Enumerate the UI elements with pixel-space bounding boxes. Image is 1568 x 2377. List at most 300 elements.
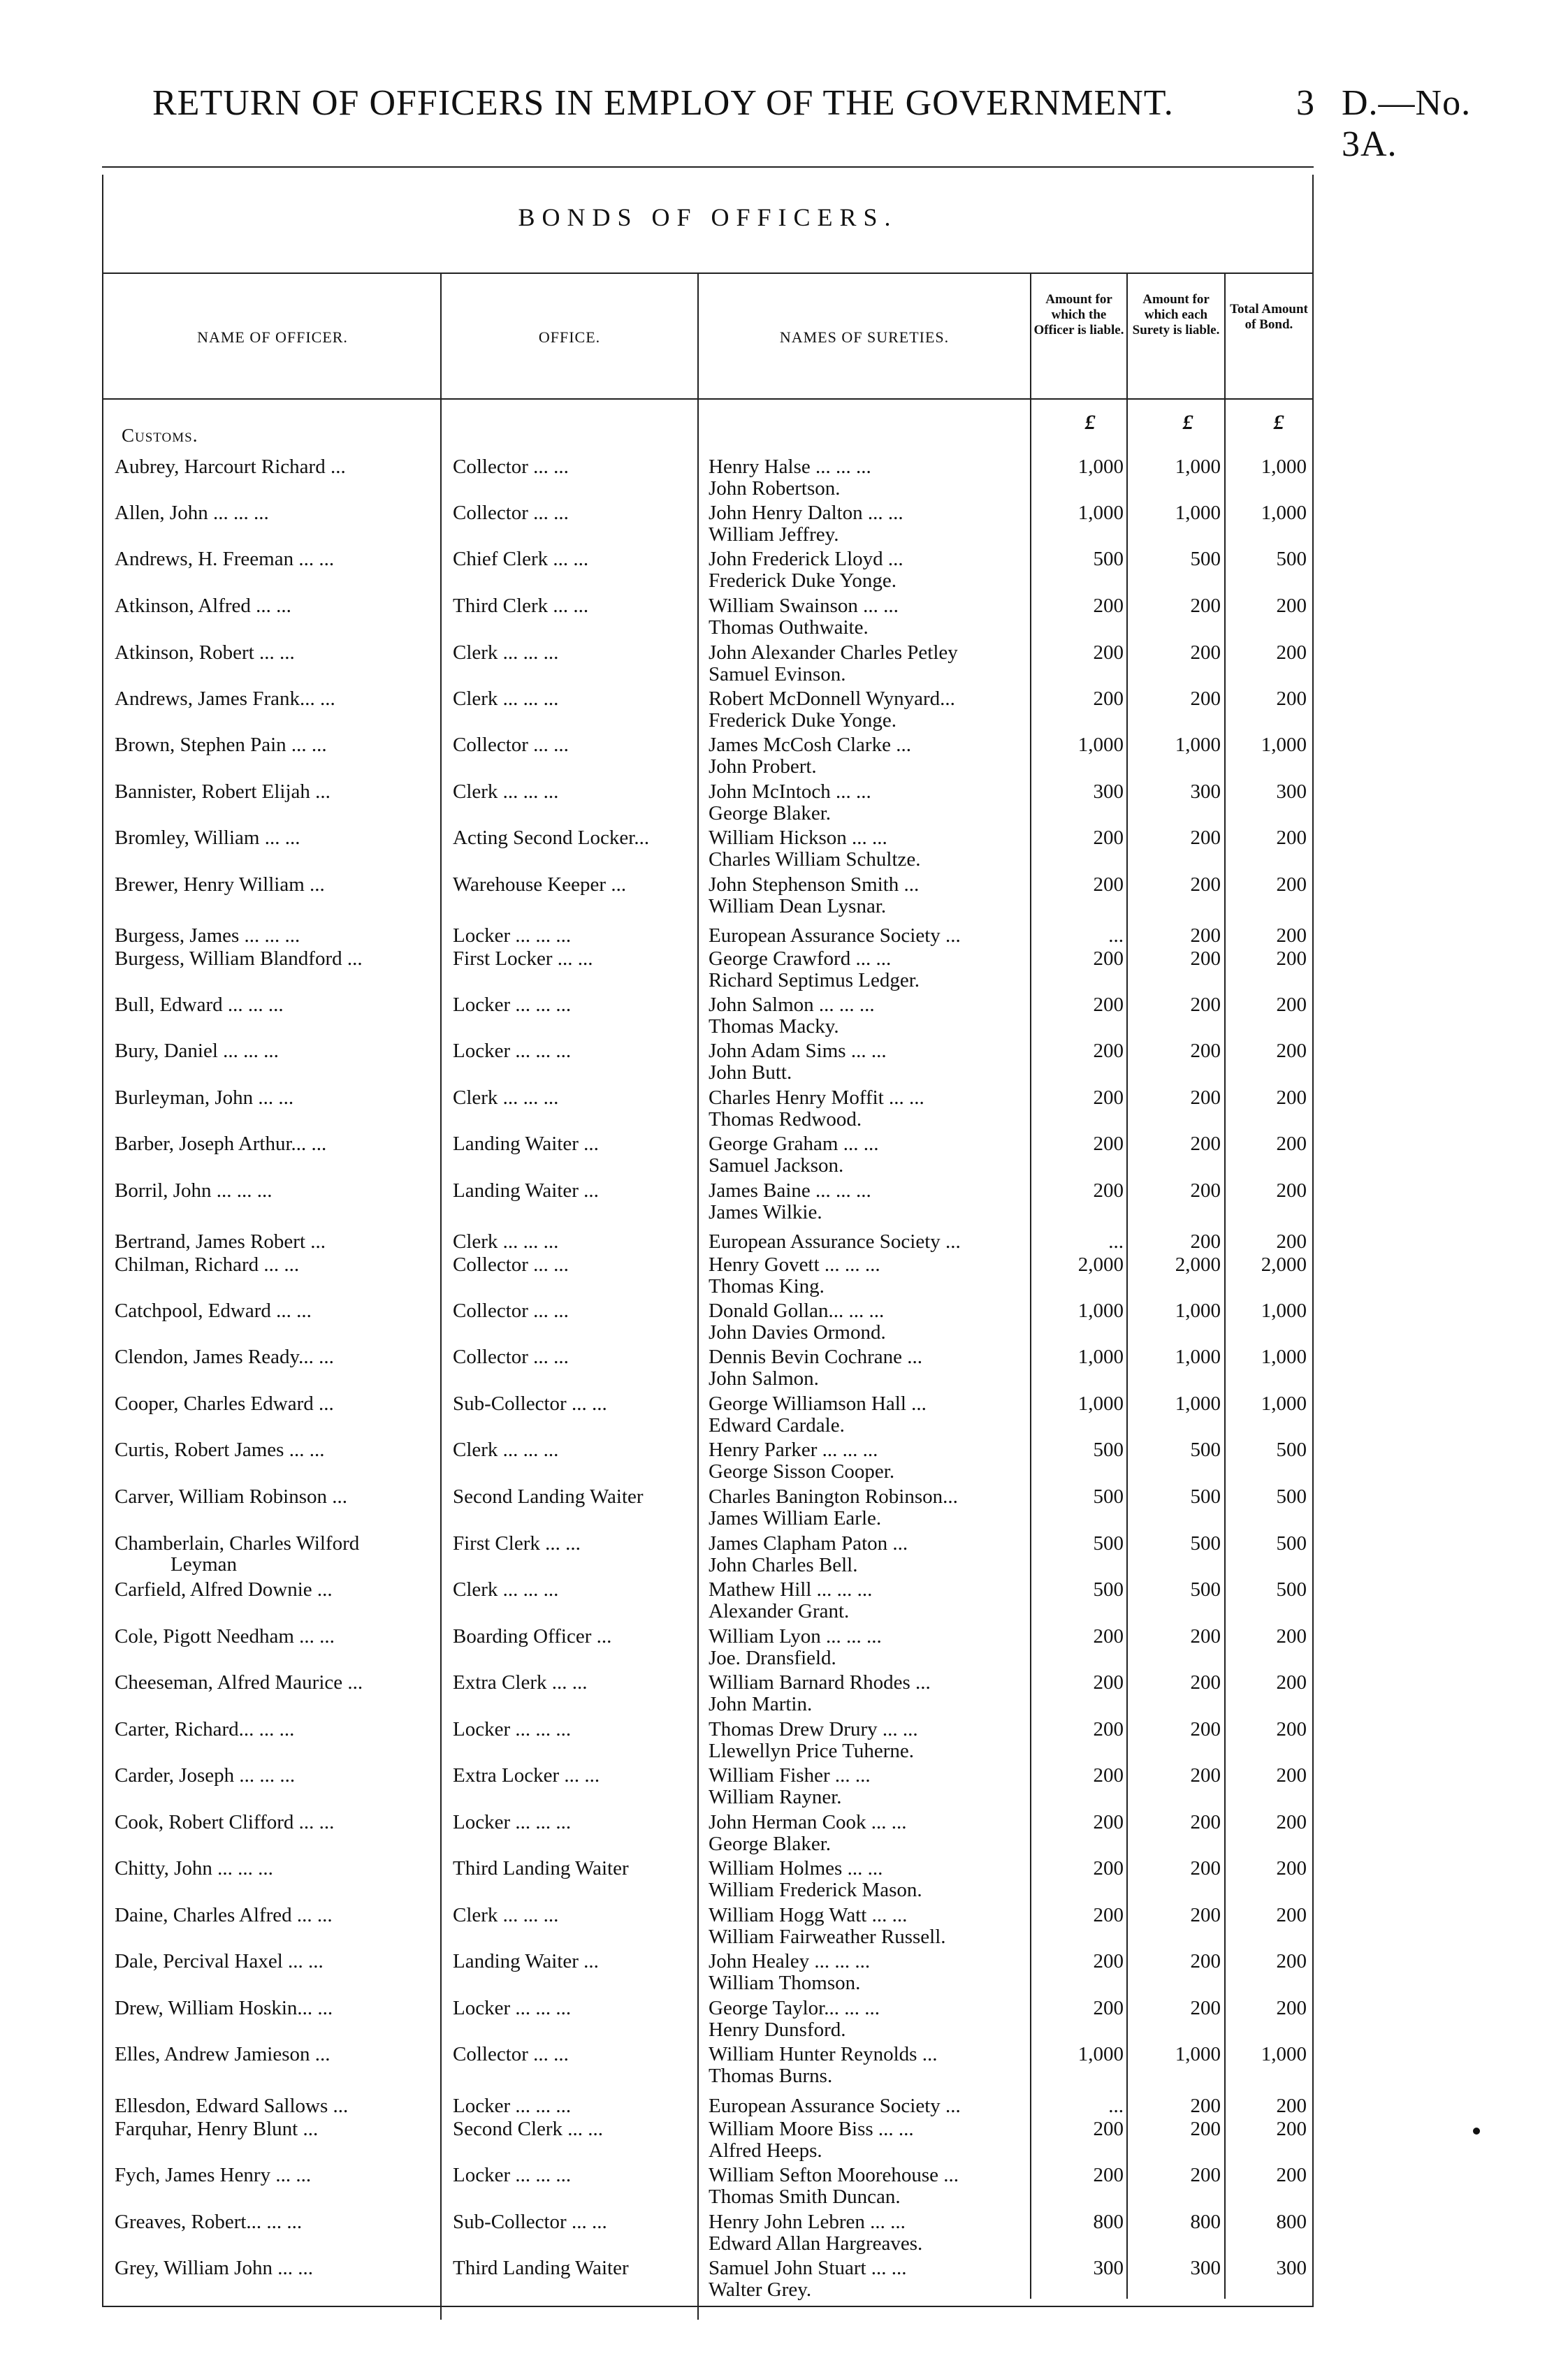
total-amount: 200	[1276, 947, 1307, 970]
currency-symbol: £	[1182, 411, 1193, 434]
officer-amount: 1,000	[1077, 1300, 1124, 1322]
surety-name: Thomas Outhwaite.	[709, 616, 869, 639]
officer-name: Bertrand, James Robert ...	[115, 1230, 326, 1253]
column-header-name: NAME OF OFFICER.	[197, 328, 348, 346]
office: Collector ... ...	[453, 734, 569, 756]
surety-name: William Barnard Rhodes ...	[709, 1671, 931, 1694]
surety-amount: 500	[1190, 1439, 1221, 1461]
surety-name: William Hunter Reynolds ...	[709, 2043, 938, 2065]
surety-name: James McCosh Clarke ...	[709, 734, 911, 756]
officer-name: Dale, Percival Haxel ... ...	[115, 1950, 324, 1972]
officer-amount: ...	[1108, 2095, 1124, 2117]
officer-name: Barber, Joseph Arthur... ...	[115, 1133, 327, 1155]
surety-name: Alexander Grant.	[709, 1600, 850, 1622]
surety-amount: 200	[1190, 1718, 1221, 1740]
officer-amount: 200	[1093, 595, 1124, 617]
surety-amount: 1,000	[1175, 456, 1221, 478]
total-amount: 500	[1276, 1578, 1307, 1601]
surety-amount: 200	[1190, 2095, 1221, 2117]
total-amount: 1,000	[1261, 502, 1307, 524]
office: Second Clerk ... ...	[453, 2118, 604, 2140]
officer-name: Andrews, H. Freeman ... ...	[115, 548, 335, 570]
officer-amount: 200	[1093, 688, 1124, 710]
officer-amount: 200	[1093, 827, 1124, 849]
surety-amount: 200	[1190, 2164, 1221, 2186]
total-amount: 300	[1276, 2257, 1307, 2279]
total-amount: 200	[1276, 1950, 1307, 1972]
officer-amount: 200	[1093, 1133, 1124, 1155]
office: Landing Waiter ...	[453, 1950, 599, 1972]
surety-amount: 200	[1190, 1133, 1221, 1155]
surety-name: John Charles Bell.	[709, 1554, 858, 1576]
officer-name: Carver, William Robinson ...	[115, 1485, 348, 1508]
officer-amount: ...	[1108, 1230, 1124, 1253]
surety-amount: 200	[1190, 1671, 1221, 1694]
office: Acting Second Locker...	[453, 827, 650, 849]
total-amount: 200	[1276, 2095, 1307, 2117]
surety-name: George Blaker.	[709, 802, 832, 824]
office: Clerk ... ... ...	[453, 1904, 559, 1926]
officer-amount: 1,000	[1077, 502, 1124, 524]
surety-name: John Henry Dalton ... ...	[709, 502, 903, 524]
officer-name: Cook, Robert Clifford ... ...	[115, 1811, 335, 1833]
officer-amount: 1,000	[1077, 734, 1124, 756]
surety-name: William Fairweather Russell.	[709, 1926, 946, 1948]
total-amount: 500	[1276, 1532, 1307, 1555]
surety-amount: 200	[1190, 1625, 1221, 1648]
total-amount: 200	[1276, 1086, 1307, 1109]
officer-name: Chilman, Richard ... ...	[115, 1253, 300, 1276]
total-amount: 200	[1276, 595, 1307, 617]
total-amount: 200	[1276, 873, 1307, 896]
office: Extra Clerk ... ...	[453, 1671, 588, 1694]
office: Collector ... ...	[453, 456, 569, 478]
surety-amount: 800	[1190, 2211, 1221, 2233]
surety-name: Walter Grey.	[709, 2278, 812, 2301]
officer-amount: 200	[1093, 1040, 1124, 1062]
officer-name-continued: Leyman	[170, 1553, 238, 1576]
officer-name: Curtis, Robert James ... ...	[115, 1439, 325, 1461]
officer-name: Allen, John ... ... ...	[115, 502, 269, 524]
surety-name: Henry John Lebren ... ...	[709, 2211, 906, 2233]
surety-name: George Taylor... ... ...	[709, 1997, 880, 2019]
officer-amount: 200	[1093, 947, 1124, 970]
surety-name: Henry Govett ... ... ...	[709, 1253, 880, 1276]
surety-amount: 200	[1190, 1764, 1221, 1787]
surety-amount: 200	[1190, 1811, 1221, 1833]
surety-amount: 200	[1190, 1040, 1221, 1062]
officer-amount: 200	[1093, 873, 1124, 896]
surety-name: William Fisher ... ...	[709, 1764, 871, 1787]
total-amount: 200	[1276, 827, 1307, 849]
office: Extra Locker ... ...	[453, 1764, 600, 1787]
surety-name: Henry Halse ... ... ...	[709, 456, 871, 478]
surety-name: Dennis Bevin Cochrane ...	[709, 1346, 923, 1368]
surety-amount: 200	[1190, 2118, 1221, 2140]
surety-amount: 200	[1190, 1230, 1221, 1253]
office: Second Landing Waiter	[453, 1485, 644, 1508]
office: Locker ... ... ...	[453, 994, 572, 1016]
surety-name: Mathew Hill ... ... ...	[709, 1578, 873, 1601]
total-amount: 300	[1276, 780, 1307, 803]
surety-name: William Dean Lysnar.	[709, 895, 887, 917]
officer-amount: 200	[1093, 994, 1124, 1016]
office: Clerk ... ... ...	[453, 1439, 559, 1461]
surety-name: George Crawford ... ...	[709, 947, 892, 970]
officer-amount: 200	[1093, 2164, 1124, 2186]
office: Landing Waiter ...	[453, 1179, 599, 1202]
surety-name: Samuel Evinson.	[709, 663, 846, 685]
surety-amount: 1,000	[1175, 734, 1221, 756]
surety-name: John Butt.	[709, 1061, 792, 1084]
surety-amount: 200	[1190, 827, 1221, 849]
surety-amount: 200	[1190, 595, 1221, 617]
total-amount: 200	[1276, 1625, 1307, 1648]
surety-name: Edward Allan Hargreaves.	[709, 2232, 923, 2255]
officer-name: Daine, Charles Alfred ... ...	[115, 1904, 333, 1926]
officer-amount: 200	[1093, 2118, 1124, 2140]
total-amount: 200	[1276, 1230, 1307, 1253]
officer-amount: ...	[1108, 924, 1124, 947]
surety-name: Charles Banington Robinson...	[709, 1485, 958, 1508]
surety-name: William Thomson.	[709, 1972, 861, 1994]
surety-name: European Assurance Society ...	[709, 2095, 961, 2117]
surety-name: John Davies Ormond.	[709, 1321, 886, 1344]
officer-amount: 200	[1093, 1950, 1124, 1972]
total-amount: 200	[1276, 1997, 1307, 2019]
officer-name: Borril, John ... ... ...	[115, 1179, 273, 1202]
officer-amount: 2,000	[1077, 1253, 1124, 1276]
surety-name: John Healey ... ... ...	[709, 1950, 871, 1972]
surety-name: George Blaker.	[709, 1833, 832, 1855]
officer-amount: 1,000	[1077, 456, 1124, 478]
surety-name: Llewellyn Price Tuherne.	[709, 1740, 914, 1762]
surety-name: John Martin.	[709, 1693, 813, 1715]
officer-amount: 200	[1093, 1764, 1124, 1787]
officer-name: Atkinson, Robert ... ...	[115, 641, 295, 664]
office: Locker ... ... ...	[453, 1811, 572, 1833]
currency-symbol: £	[1084, 411, 1096, 434]
surety-name: John Stephenson Smith ...	[709, 873, 920, 896]
total-amount: 200	[1276, 994, 1307, 1016]
officer-name: Elles, Andrew Jamieson ...	[115, 2043, 331, 2065]
surety-name: Thomas Macky.	[709, 1015, 839, 1038]
officer-name: Aubrey, Harcourt Richard ...	[115, 456, 346, 478]
officer-name: Drew, William Hoskin... ...	[115, 1997, 333, 2019]
officer-name: Ellesdon, Edward Sallows ...	[115, 2095, 349, 2117]
officer-amount: 200	[1093, 1671, 1124, 1694]
surety-name: Thomas Smith Duncan.	[709, 2186, 901, 2208]
surety-name: William Rayner.	[709, 1786, 842, 1808]
office: Landing Waiter ...	[453, 1133, 599, 1155]
surety-amount: 200	[1190, 641, 1221, 664]
officer-amount: 200	[1093, 1811, 1124, 1833]
officer-amount: 200	[1093, 1179, 1124, 1202]
total-amount: 200	[1276, 688, 1307, 710]
office: Clerk ... ... ...	[453, 641, 559, 664]
total-amount: 200	[1276, 1718, 1307, 1740]
total-amount: 500	[1276, 548, 1307, 570]
surety-name: Charles Henry Moffit ... ...	[709, 1086, 924, 1109]
surety-name: George Williamson Hall ...	[709, 1393, 927, 1415]
office: Collector ... ...	[453, 1253, 569, 1276]
officer-amount: 200	[1093, 1718, 1124, 1740]
surety-amount: 1,000	[1175, 502, 1221, 524]
office: Collector ... ...	[453, 502, 569, 524]
surety-name: James Baine ... ... ...	[709, 1179, 871, 1202]
total-amount: 200	[1276, 1179, 1307, 1202]
surety-name: William Swainson ... ...	[709, 595, 899, 617]
surety-name: John Probert.	[709, 755, 817, 778]
office: Locker ... ... ...	[453, 1040, 572, 1062]
surety-name: European Assurance Society ...	[709, 924, 961, 947]
office: Locker ... ... ...	[453, 2095, 572, 2117]
officer-name: Bury, Daniel ... ... ...	[115, 1040, 279, 1062]
surety-name: John Robertson.	[709, 477, 841, 500]
total-amount: 500	[1276, 1439, 1307, 1461]
office: Warehouse Keeper ...	[453, 873, 627, 896]
office: Locker ... ... ...	[453, 1997, 572, 2019]
total-amount: 200	[1276, 641, 1307, 664]
officer-amount: 500	[1093, 548, 1124, 570]
surety-amount: 200	[1190, 688, 1221, 710]
officer-name: Burgess, William Blandford ...	[115, 947, 363, 970]
office: Third Landing Waiter	[453, 1857, 629, 1880]
surety-name: Thomas King.	[709, 1275, 825, 1297]
total-amount: 2,000	[1261, 1253, 1307, 1276]
surety-name: John Herman Cook ... ...	[709, 1811, 907, 1833]
officer-amount: 500	[1093, 1532, 1124, 1555]
surety-name: William Holmes ... ...	[709, 1857, 883, 1880]
surety-name: John Salmon.	[709, 1367, 819, 1390]
table-title: BONDS OF OFFICERS.	[518, 203, 898, 231]
surety-amount: 200	[1190, 1997, 1221, 2019]
surety-amount: 2,000	[1175, 1253, 1221, 1276]
total-amount: 1,000	[1261, 1300, 1307, 1322]
officer-name: Cooper, Charles Edward ...	[115, 1393, 334, 1415]
officer-name: Carfield, Alfred Downie ...	[115, 1578, 333, 1601]
officer-amount: 800	[1093, 2211, 1124, 2233]
officer-name: Bull, Edward ... ... ...	[115, 994, 284, 1016]
surety-amount: 1,000	[1175, 2043, 1221, 2065]
officer-name: Farquhar, Henry Blunt ...	[115, 2118, 319, 2140]
officer-name: Bannister, Robert Elijah ...	[115, 780, 331, 803]
officer-name: Brewer, Henry William ...	[115, 873, 325, 896]
column-header-office: OFFICE.	[538, 328, 601, 346]
officer-name: Chamberlain, Charles Wilford	[115, 1532, 360, 1555]
officer-amount: 200	[1093, 1086, 1124, 1109]
section-heading: Customs.	[122, 425, 198, 446]
officer-amount: 200	[1093, 1857, 1124, 1880]
surety-name: John Salmon ... ... ...	[709, 994, 875, 1016]
surety-name: Samuel Jackson.	[709, 1154, 844, 1177]
surety-amount: 200	[1190, 873, 1221, 896]
surety-amount: 500	[1190, 1578, 1221, 1601]
surety-name: Joe. Dransfield.	[709, 1647, 836, 1669]
office: Collector ... ...	[453, 1346, 569, 1368]
column-header-surety-amount: Amount for which each Surety is liable.	[1132, 292, 1220, 337]
surety-amount: 200	[1190, 1904, 1221, 1926]
total-amount: 200	[1276, 2164, 1307, 2186]
officer-name: Cole, Pigott Needham ... ...	[115, 1625, 335, 1648]
office: Collector ... ...	[453, 2043, 569, 2065]
total-amount: 200	[1276, 1133, 1307, 1155]
surety-amount: 1,000	[1175, 1393, 1221, 1415]
officer-name: Clendon, James Ready... ...	[115, 1346, 334, 1368]
office: Clerk ... ... ...	[453, 780, 559, 803]
surety-name: James Clapham Paton ...	[709, 1532, 908, 1555]
column-header-officer-amount: Amount for which the Officer is liable.	[1033, 292, 1124, 337]
column-header-sureties: NAMES OF SURETIES.	[779, 328, 950, 346]
officer-amount: 500	[1093, 1485, 1124, 1508]
surety-amount: 200	[1190, 1179, 1221, 1202]
surety-amount: 500	[1190, 1485, 1221, 1508]
officer-name: Fych, James Henry ... ...	[115, 2164, 312, 2186]
surety-name: Thomas Redwood.	[709, 1108, 862, 1131]
officer-name: Burgess, James ... ... ...	[115, 924, 300, 947]
officer-amount: 200	[1093, 1997, 1124, 2019]
surety-name: George Graham ... ...	[709, 1133, 879, 1155]
office: Sub-Collector ... ...	[453, 1393, 607, 1415]
officer-name: Catchpool, Edward ... ...	[115, 1300, 312, 1322]
officer-name: Cheeseman, Alfred Maurice ...	[115, 1671, 363, 1694]
surety-name: Henry Dunsford.	[709, 2019, 846, 2041]
office: Sub-Collector ... ...	[453, 2211, 607, 2233]
column-header-rule	[103, 398, 1312, 400]
surety-name: William Jeffrey.	[709, 523, 839, 546]
total-amount: 800	[1276, 2211, 1307, 2233]
surety-name: John Adam Sims ... ...	[709, 1040, 887, 1062]
officer-name: Andrews, James Frank... ...	[115, 688, 335, 710]
office: Locker ... ... ...	[453, 2164, 572, 2186]
total-amount: 200	[1276, 1904, 1307, 1926]
officer-name: Grey, William John ... ...	[115, 2257, 313, 2279]
total-amount: 1,000	[1261, 1346, 1307, 1368]
surety-amount: 200	[1190, 994, 1221, 1016]
column-header-total: Total Amount of Bond.	[1230, 302, 1308, 332]
surety-name: William Sefton Moorehouse ...	[709, 2164, 959, 2186]
surety-amount: 500	[1190, 1532, 1221, 1555]
officer-name: Carter, Richard... ... ...	[115, 1718, 295, 1740]
total-amount: 1,000	[1261, 734, 1307, 756]
header-rule	[102, 166, 1314, 168]
currency-symbol: £	[1273, 411, 1284, 434]
column-divider-4	[1126, 272, 1128, 2299]
page-header	[140, 82, 1509, 164]
office: Locker ... ... ...	[453, 924, 572, 947]
surety-name: William Hickson ... ...	[709, 827, 887, 849]
office: Clerk ... ... ...	[453, 1578, 559, 1601]
officer-name: Carder, Joseph ... ... ...	[115, 1764, 296, 1787]
total-amount: 200	[1276, 924, 1307, 947]
officer-amount: 1,000	[1077, 2043, 1124, 2065]
surety-name: European Assurance Society ...	[709, 1230, 961, 1253]
surety-name: Alfred Heeps.	[709, 2139, 822, 2162]
officer-amount: 200	[1093, 641, 1124, 664]
margin-mark	[1473, 2128, 1480, 2135]
officer-amount: 500	[1093, 1578, 1124, 1601]
surety-name: George Sisson Cooper.	[709, 1460, 895, 1483]
surety-name: Edward Cardale.	[709, 1414, 845, 1437]
surety-name: Frederick Duke Yonge.	[709, 569, 897, 592]
officer-amount: 1,000	[1077, 1346, 1124, 1368]
surety-name: John Frederick Lloyd ...	[709, 548, 903, 570]
column-divider-3	[1030, 272, 1031, 2299]
total-amount: 200	[1276, 1764, 1307, 1787]
surety-name: Samuel John Stuart ... ...	[709, 2257, 907, 2279]
total-amount: 200	[1276, 2118, 1307, 2140]
surety-name: Donald Gollan... ... ...	[709, 1300, 885, 1322]
officer-name: Chitty, John ... ... ...	[115, 1857, 273, 1880]
officer-amount: 200	[1093, 1625, 1124, 1648]
surety-name: Frederick Duke Yonge.	[709, 709, 897, 732]
officer-name: Bromley, William ... ...	[115, 827, 300, 849]
officer-amount: 300	[1093, 780, 1124, 803]
officer-amount: 500	[1093, 1439, 1124, 1461]
surety-amount: 200	[1190, 1950, 1221, 1972]
office: Chief Clerk ... ...	[453, 548, 589, 570]
title-rule	[103, 272, 1312, 274]
total-amount: 200	[1276, 1857, 1307, 1880]
surety-amount: 500	[1190, 548, 1221, 570]
surety-name: William Hogg Watt ... ...	[709, 1904, 908, 1926]
officer-amount: 200	[1093, 1904, 1124, 1926]
surety-amount: 300	[1190, 780, 1221, 803]
surety-name: James Wilkie.	[709, 1201, 822, 1223]
page-number: 3	[1296, 83, 1315, 123]
office: First Locker ... ...	[453, 947, 593, 970]
total-amount: 1,000	[1261, 456, 1307, 478]
officer-amount: 1,000	[1077, 1393, 1124, 1415]
surety-amount: 200	[1190, 924, 1221, 947]
officer-amount: 300	[1093, 2257, 1124, 2279]
surety-amount: 1,000	[1175, 1346, 1221, 1368]
surety-amount: 200	[1190, 1086, 1221, 1109]
surety-name: Robert McDonnell Wynyard...	[709, 688, 955, 710]
office: Clerk ... ... ...	[453, 1230, 559, 1253]
surety-name: Thomas Drew Drury ... ...	[709, 1718, 918, 1740]
surety-amount: 200	[1190, 1857, 1221, 1880]
office: First Clerk ... ...	[453, 1532, 581, 1555]
surety-name: John McIntoch ... ...	[709, 780, 871, 803]
surety-name: James William Earle.	[709, 1507, 882, 1529]
surety-amount: 300	[1190, 2257, 1221, 2279]
column-divider-5	[1224, 272, 1226, 2299]
page-title: RETURN OF OFFICERS IN EMPLOY OF THE GOVERNMENT.	[152, 83, 1174, 123]
surety-name: Henry Parker ... ... ...	[709, 1439, 878, 1461]
surety-amount: 200	[1190, 947, 1221, 970]
office: Third Clerk ... ...	[453, 595, 589, 617]
office: Boarding Officer ...	[453, 1625, 612, 1648]
total-amount: 200	[1276, 1811, 1307, 1833]
column-divider-2	[697, 272, 699, 2320]
officer-name: Burleyman, John ... ...	[115, 1086, 294, 1109]
officer-name: Atkinson, Alfred ... ...	[115, 595, 291, 617]
office: Clerk ... ... ...	[453, 688, 559, 710]
office: Locker ... ... ...	[453, 1718, 572, 1740]
officer-name: Greaves, Robert... ... ...	[115, 2211, 303, 2233]
office: Collector ... ...	[453, 1300, 569, 1322]
office: Third Landing Waiter	[453, 2257, 629, 2279]
surety-name: William Lyon ... ... ...	[709, 1625, 882, 1648]
surety-amount: 1,000	[1175, 1300, 1221, 1322]
total-amount: 1,000	[1261, 1393, 1307, 1415]
officer-name: Brown, Stephen Pain ... ...	[115, 734, 327, 756]
surety-name: William Frederick Mason.	[709, 1879, 922, 1901]
total-amount: 500	[1276, 1485, 1307, 1508]
office: Clerk ... ... ...	[453, 1086, 559, 1109]
document-reference: D.—No. 3A.	[1342, 83, 1472, 164]
